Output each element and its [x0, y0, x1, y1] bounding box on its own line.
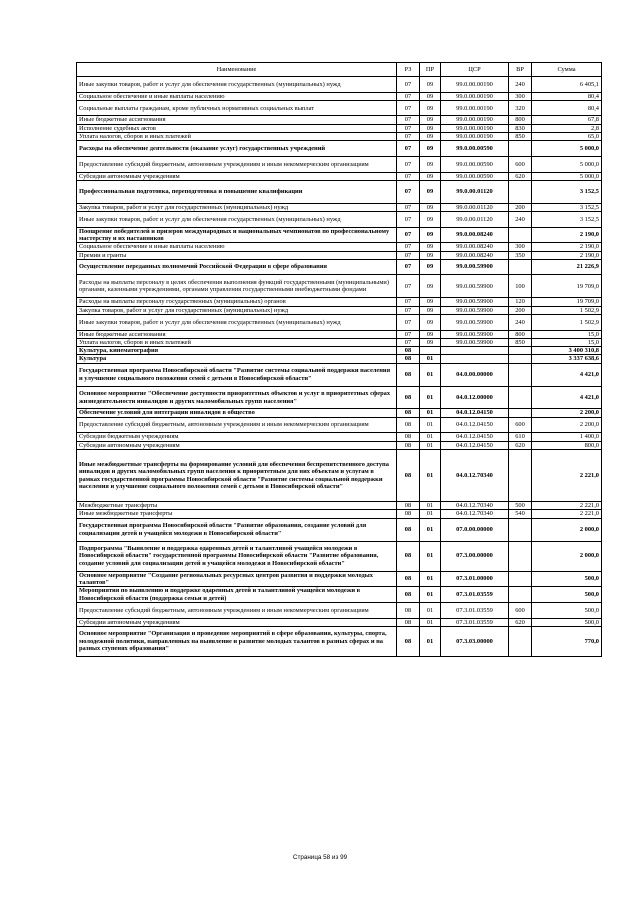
cell-sum: 19 709,0	[532, 298, 602, 306]
cell-pr: 01	[420, 602, 441, 618]
cell-pr: 09	[420, 314, 441, 330]
cell-vr	[509, 363, 532, 386]
table-row	[77, 355, 602, 363]
cell-sum: 2 200,0	[532, 417, 602, 433]
cell-sum: 21 226,9	[532, 259, 602, 275]
cell-rz: 07	[397, 259, 420, 275]
cell-vr	[509, 626, 532, 656]
cell-vr: 800	[509, 116, 532, 124]
cell-csr: 04.0.12.04150	[441, 441, 509, 449]
cell-sum: 500,0	[532, 618, 602, 626]
cell-csr: 99.0.00.59900	[441, 306, 509, 314]
cell-csr: 99.0.00.08240	[441, 243, 509, 251]
cell-vr: 850	[509, 133, 532, 141]
cell-sum: 770,0	[532, 626, 602, 656]
table-row	[77, 116, 602, 124]
table-row	[77, 133, 602, 141]
table-row	[77, 386, 602, 409]
table-row	[77, 433, 602, 441]
cell-name: Закупка товаров, работ и услуг для государственных (муниципальных) нужд	[77, 306, 397, 314]
cell-vr: 200	[509, 203, 532, 211]
cell-vr: 540	[509, 510, 532, 518]
cell-csr: 07.0.00.00000	[441, 518, 509, 541]
cell-rz: 08	[397, 441, 420, 449]
table-row	[77, 417, 602, 433]
cell-name: Расходы на выплаты персоналу государственных (муниципальных) органов	[77, 298, 397, 306]
table-row	[77, 203, 602, 211]
cell-pr: 09	[420, 180, 441, 203]
cell-csr: 99.0.00.08240	[441, 227, 509, 243]
budget-table-container	[76, 62, 601, 657]
table-row	[77, 77, 602, 93]
table-row	[77, 180, 602, 203]
cell-csr: 99.0.00.00190	[441, 116, 509, 124]
cell-rz: 07	[397, 338, 420, 346]
cell-csr: 99.0.00.00190	[441, 133, 509, 141]
cell-csr: 07.3.01.03559	[441, 587, 509, 603]
cell-pr: 01	[420, 541, 441, 571]
cell-pr: 09	[420, 156, 441, 172]
cell-name: Субсидии бюджетным учреждениям	[77, 433, 397, 441]
table-row	[77, 618, 602, 626]
cell-rz: 08	[397, 417, 420, 433]
cell-sum: 15,0	[532, 330, 602, 338]
table-row	[77, 518, 602, 541]
cell-pr: 01	[420, 363, 441, 386]
cell-csr: 07.3.01.03559	[441, 602, 509, 618]
cell-vr: 600	[509, 602, 532, 618]
cell-name: Поощрение победителей и призеров международных и национальных чемпионатов по профессиональному мастерству и их наставников	[77, 227, 397, 243]
header-csr: ЦСР	[441, 63, 509, 77]
cell-rz: 07	[397, 227, 420, 243]
cell-name: Субсидии автономным учреждениям	[77, 172, 397, 180]
cell-rz: 08	[397, 433, 420, 441]
table-row	[77, 602, 602, 618]
table-row	[77, 510, 602, 518]
cell-sum: 2,8	[532, 124, 602, 132]
cell-vr: 300	[509, 243, 532, 251]
cell-rz: 08	[397, 571, 420, 587]
table-row	[77, 124, 602, 132]
cell-pr: 09	[420, 212, 441, 228]
cell-pr: 01	[420, 518, 441, 541]
cell-vr	[509, 386, 532, 409]
cell-pr: 09	[420, 243, 441, 251]
cell-pr: 09	[420, 203, 441, 211]
cell-sum: 4 421,0	[532, 363, 602, 386]
cell-rz: 08	[397, 602, 420, 618]
header-name: Наименование	[77, 63, 397, 77]
cell-csr: 99.0.00.08240	[441, 251, 509, 259]
table-row	[77, 298, 602, 306]
cell-sum: 3 400 310,8	[532, 347, 602, 355]
cell-pr: 09	[420, 124, 441, 132]
cell-rz: 08	[397, 510, 420, 518]
table-row	[77, 275, 602, 298]
cell-rz: 07	[397, 314, 420, 330]
table-row	[77, 626, 602, 656]
cell-csr: 04.0.12.00000	[441, 386, 509, 409]
cell-rz: 08	[397, 449, 420, 501]
cell-csr: 99.0.00.00590	[441, 156, 509, 172]
table-row	[77, 243, 602, 251]
cell-rz: 07	[397, 212, 420, 228]
header-rz: РЗ	[397, 63, 420, 77]
cell-sum: 80,4	[532, 92, 602, 100]
cell-sum: 2 221,0	[532, 449, 602, 501]
cell-rz: 08	[397, 363, 420, 386]
cell-vr: 240	[509, 314, 532, 330]
cell-csr: 04.0.12.70340	[441, 510, 509, 518]
table-row	[77, 227, 602, 243]
cell-sum: 3 152,5	[532, 203, 602, 211]
cell-rz: 07	[397, 100, 420, 116]
cell-rz: 07	[397, 77, 420, 93]
cell-vr	[509, 259, 532, 275]
cell-name: Основное мероприятие "Обеспечение доступности приоритетных объектов и услуг в приоритетных сферах жизнедеятельности инвалидов и других маломобильных групп населения"	[77, 386, 397, 409]
cell-pr: 09	[420, 116, 441, 124]
cell-csr: 99.0.00.59900	[441, 330, 509, 338]
header-vr: ВР	[509, 63, 532, 77]
cell-name: Закупка товаров, работ и услуг для государственных (муниципальных) нужд	[77, 203, 397, 211]
cell-name: Иные межбюджетные трансферты на формирование условий для обеспечения беспрепятственного доступа инвалидов и других маломобильных групп населения к приоритетным для них объектам и услугам в рамках государственной программы Новосибирской области "Развитие системы социальной поддержки населения и улучшение социального положения семей с детьми в Новосибирской области"	[77, 449, 397, 501]
cell-name: Предоставление субсидий бюджетным, автономным учреждениям и иным некоммерческим организациям	[77, 602, 397, 618]
cell-pr: 01	[420, 355, 441, 363]
cell-csr: 07.3.01.00000	[441, 571, 509, 587]
cell-sum: 65,0	[532, 133, 602, 141]
cell-vr: 320	[509, 100, 532, 116]
cell-sum: 6 405,1	[532, 77, 602, 93]
cell-name: Расходы на выплаты персоналу в целях обеспечения выполнения функций государственными (муниципальными) органами, казенными учреждениями, органами управления государственными внебюджетными фондами	[77, 275, 397, 298]
cell-rz: 08	[397, 518, 420, 541]
cell-name: Иные межбюджетные трансферты	[77, 510, 397, 518]
cell-vr: 500	[509, 502, 532, 510]
table-row	[77, 571, 602, 587]
cell-pr: 09	[420, 100, 441, 116]
cell-sum: 2 190,0	[532, 227, 602, 243]
cell-vr	[509, 571, 532, 587]
table-row	[77, 172, 602, 180]
table-row	[77, 156, 602, 172]
table-row	[77, 100, 602, 116]
cell-sum: 3 152,5	[532, 180, 602, 203]
table-row	[77, 314, 602, 330]
cell-pr	[420, 347, 441, 355]
cell-rz: 08	[397, 386, 420, 409]
cell-csr: 04.0.12.04150	[441, 433, 509, 441]
cell-vr	[509, 518, 532, 541]
cell-name: Подпрограмма "Выявление и поддержка одаренных детей и талантливой учащейся молодежи в Новосибирской области" государственной программы Новосибирской области "Развитие образования, создание условий для социализации детей и учащейся молодежи в Новосибирской области"	[77, 541, 397, 571]
cell-sum: 2 221,0	[532, 510, 602, 518]
cell-name: Субсидии автономным учреждениям	[77, 618, 397, 626]
table-row	[77, 347, 602, 355]
table-header-row	[77, 63, 602, 77]
cell-csr: 04.0.12.70340	[441, 502, 509, 510]
cell-vr	[509, 541, 532, 571]
cell-sum: 5 000,0	[532, 156, 602, 172]
cell-rz: 07	[397, 124, 420, 132]
table-row	[77, 449, 602, 501]
table-row	[77, 259, 602, 275]
cell-name: Предоставление субсидий бюджетным, автономным учреждениям и иным некоммерческим организациям	[77, 156, 397, 172]
cell-csr: 99.0.00.59900	[441, 259, 509, 275]
cell-sum: 3 152,5	[532, 212, 602, 228]
cell-pr: 01	[420, 409, 441, 417]
cell-rz: 07	[397, 251, 420, 259]
cell-vr: 350	[509, 251, 532, 259]
cell-pr: 01	[420, 502, 441, 510]
cell-csr: 99.0.00.00190	[441, 77, 509, 93]
cell-csr: 99.0.00.59900	[441, 338, 509, 346]
cell-name: Профессиональная подготовка, переподготовка и повышение квалификации	[77, 180, 397, 203]
cell-vr	[509, 347, 532, 355]
cell-sum: 2 000,0	[532, 541, 602, 571]
cell-rz: 07	[397, 306, 420, 314]
cell-csr: 07.3.03.00000	[441, 626, 509, 656]
cell-rz: 07	[397, 133, 420, 141]
cell-pr: 01	[420, 441, 441, 449]
cell-sum: 2 221,0	[532, 502, 602, 510]
table-row	[77, 141, 602, 157]
cell-csr: 07.3.00.00000	[441, 541, 509, 571]
cell-sum: 1 400,0	[532, 433, 602, 441]
cell-csr: 99.0.00.01120	[441, 212, 509, 228]
cell-pr: 01	[420, 417, 441, 433]
cell-sum: 5 000,0	[532, 172, 602, 180]
cell-rz: 07	[397, 172, 420, 180]
cell-rz: 08	[397, 355, 420, 363]
cell-pr: 09	[420, 298, 441, 306]
cell-pr: 01	[420, 618, 441, 626]
cell-vr: 600	[509, 156, 532, 172]
cell-rz: 07	[397, 116, 420, 124]
cell-rz: 08	[397, 347, 420, 355]
cell-vr	[509, 227, 532, 243]
cell-name: Расходы на обеспечение деятельности (оказание услуг) государственных учреждений	[77, 141, 397, 157]
cell-csr: 04.0.12.04150	[441, 417, 509, 433]
cell-rz: 07	[397, 141, 420, 157]
cell-rz: 07	[397, 180, 420, 203]
cell-vr: 830	[509, 124, 532, 132]
cell-sum: 2 190,0	[532, 251, 602, 259]
cell-vr	[509, 449, 532, 501]
cell-rz: 07	[397, 243, 420, 251]
table-row	[77, 92, 602, 100]
cell-name: Социальные выплаты гражданам, кроме публичных нормативных социальных выплат	[77, 100, 397, 116]
cell-vr	[509, 587, 532, 603]
cell-name: Социальное обеспечение и иные выплаты населению	[77, 243, 397, 251]
cell-sum: 15,0	[532, 338, 602, 346]
cell-pr: 01	[420, 571, 441, 587]
table-row	[77, 338, 602, 346]
cell-vr: 100	[509, 275, 532, 298]
cell-sum: 80,4	[532, 100, 602, 116]
cell-pr: 01	[420, 449, 441, 501]
cell-vr: 800	[509, 330, 532, 338]
cell-name: Обеспечение условий для интеграции инвалидов в общество	[77, 409, 397, 417]
cell-rz: 08	[397, 409, 420, 417]
cell-sum: 500,0	[532, 602, 602, 618]
cell-csr: 04.0.12.70340	[441, 449, 509, 501]
cell-csr: 99.0.00.59900	[441, 298, 509, 306]
cell-vr	[509, 180, 532, 203]
cell-name: Социальное обеспечение и иные выплаты населению	[77, 92, 397, 100]
cell-csr: 99.0.00.00190	[441, 92, 509, 100]
cell-vr	[509, 355, 532, 363]
table-row	[77, 251, 602, 259]
cell-sum: 5 000,0	[532, 141, 602, 157]
cell-csr: 99.0.00.00190	[441, 100, 509, 116]
cell-pr: 09	[420, 259, 441, 275]
cell-pr: 01	[420, 386, 441, 409]
table-row	[77, 441, 602, 449]
cell-csr: 99.0.00.00590	[441, 141, 509, 157]
cell-sum: 67,8	[532, 116, 602, 124]
cell-name: Иные закупки товаров, работ и услуг для обеспечения государственных (муниципальных) нужд	[77, 77, 397, 93]
cell-rz: 07	[397, 298, 420, 306]
cell-rz: 07	[397, 275, 420, 298]
table-row	[77, 212, 602, 228]
header-pr: ПР	[420, 63, 441, 77]
cell-csr: 99.0.00.59900	[441, 275, 509, 298]
cell-name: Основное мероприятие "Организация и проведение мероприятий в сфере образования, культуры, спорта, молодежной политики, направленных на выявление и развитие молодых талантов в разных сферах и на разных ступенях образования"	[77, 626, 397, 656]
cell-name: Предоставление субсидий бюджетным, автономным учреждениям и иным некоммерческим организациям	[77, 417, 397, 433]
cell-csr: 07.3.01.03559	[441, 618, 509, 626]
cell-pr: 09	[420, 275, 441, 298]
cell-pr: 09	[420, 330, 441, 338]
cell-vr: 200	[509, 306, 532, 314]
page-number: Страница 58 из 99	[292, 854, 348, 861]
cell-vr: 120	[509, 298, 532, 306]
cell-csr: 04.0.12.04150	[441, 409, 509, 417]
cell-rz: 07	[397, 330, 420, 338]
cell-pr: 09	[420, 77, 441, 93]
table-row	[77, 306, 602, 314]
cell-sum: 2 000,0	[532, 518, 602, 541]
cell-rz: 08	[397, 541, 420, 571]
cell-pr: 01	[420, 433, 441, 441]
cell-name: Культура	[77, 355, 397, 363]
table-row	[77, 409, 602, 417]
cell-name: Иные закупки товаров, работ и услуг для обеспечения государственных (муниципальных) нужд	[77, 314, 397, 330]
cell-sum: 800,0	[532, 441, 602, 449]
cell-vr	[509, 409, 532, 417]
table-row	[77, 502, 602, 510]
cell-csr	[441, 347, 509, 355]
cell-pr: 09	[420, 251, 441, 259]
cell-csr: 99.0.00.59900	[441, 314, 509, 330]
header-sum: Сумма	[532, 63, 602, 77]
cell-name: Субсидии автономным учреждениям	[77, 441, 397, 449]
cell-pr: 01	[420, 510, 441, 518]
cell-sum: 2 190,0	[532, 243, 602, 251]
cell-name: Исполнение судебных актов	[77, 124, 397, 132]
cell-pr: 01	[420, 626, 441, 656]
cell-pr: 09	[420, 92, 441, 100]
cell-name: Иные бюджетные ассигнования	[77, 116, 397, 124]
cell-name: Премии и гранты	[77, 251, 397, 259]
cell-vr: 850	[509, 338, 532, 346]
cell-sum: 500,0	[532, 571, 602, 587]
cell-csr: 99.0.00.01120	[441, 203, 509, 211]
cell-pr: 09	[420, 338, 441, 346]
cell-vr: 620	[509, 618, 532, 626]
cell-sum: 500,0	[532, 587, 602, 603]
cell-vr: 300	[509, 92, 532, 100]
cell-pr: 09	[420, 306, 441, 314]
cell-name: Иные закупки товаров, работ и услуг для обеспечения государственных (муниципальных) нужд	[77, 212, 397, 228]
cell-name: Культура, кинематография	[77, 347, 397, 355]
cell-name: Уплата налогов, сборов и иных платежей	[77, 338, 397, 346]
cell-name: Государственная программа Новосибирской области "Развитие системы социальной поддержки населения и улучшение социального положения семей с детьми в Новосибирской области"	[77, 363, 397, 386]
cell-vr: 600	[509, 417, 532, 433]
cell-vr: 620	[509, 441, 532, 449]
cell-sum: 3 337 638,6	[532, 355, 602, 363]
cell-rz: 07	[397, 156, 420, 172]
cell-vr: 240	[509, 77, 532, 93]
cell-name: Межбюджетные трансферты	[77, 502, 397, 510]
cell-sum: 4 421,0	[532, 386, 602, 409]
cell-pr: 09	[420, 133, 441, 141]
cell-pr: 09	[420, 172, 441, 180]
cell-vr: 240	[509, 212, 532, 228]
table-row	[77, 330, 602, 338]
cell-vr: 610	[509, 433, 532, 441]
cell-pr: 09	[420, 227, 441, 243]
cell-rz: 08	[397, 502, 420, 510]
cell-name: Государственная программа Новосибирской области "Развитие образования, создание условий для социализации детей и учащейся молодежи в Новосибирской области"	[77, 518, 397, 541]
cell-rz: 07	[397, 92, 420, 100]
table-row	[77, 587, 602, 603]
table-row	[77, 541, 602, 571]
cell-name: Иные бюджетные ассигнования	[77, 330, 397, 338]
cell-vr: 620	[509, 172, 532, 180]
cell-csr: 04.0.00.00000	[441, 363, 509, 386]
cell-vr	[509, 141, 532, 157]
cell-csr: 99.0.00.00590	[441, 172, 509, 180]
cell-rz: 08	[397, 618, 420, 626]
cell-sum: 1 502,9	[532, 306, 602, 314]
cell-sum: 2 200,0	[532, 409, 602, 417]
cell-name: Мероприятия по выявлению и поддержке одаренных детей и талантливой учащейся молодежи в Новосибирской области (поддержка семьи и детей)	[77, 587, 397, 603]
cell-csr	[441, 355, 509, 363]
cell-csr: 99.0.00.01120	[441, 180, 509, 203]
cell-sum: 1 502,9	[532, 314, 602, 330]
cell-rz: 08	[397, 626, 420, 656]
table-body	[77, 77, 602, 657]
cell-rz: 08	[397, 587, 420, 603]
cell-name: Осуществление переданных полномочий Российской Федерации в сфере образования	[77, 259, 397, 275]
cell-sum: 19 709,0	[532, 275, 602, 298]
budget-table	[76, 62, 602, 657]
cell-pr: 01	[420, 587, 441, 603]
cell-rz: 07	[397, 203, 420, 211]
table-row	[77, 363, 602, 386]
cell-pr: 09	[420, 141, 441, 157]
cell-name: Основное мероприятие "Создание региональных ресурсных центров развития и поддержки молодых талантов"	[77, 571, 397, 587]
cell-name: Уплата налогов, сборов и иных платежей	[77, 133, 397, 141]
cell-csr: 99.0.00.00190	[441, 124, 509, 132]
